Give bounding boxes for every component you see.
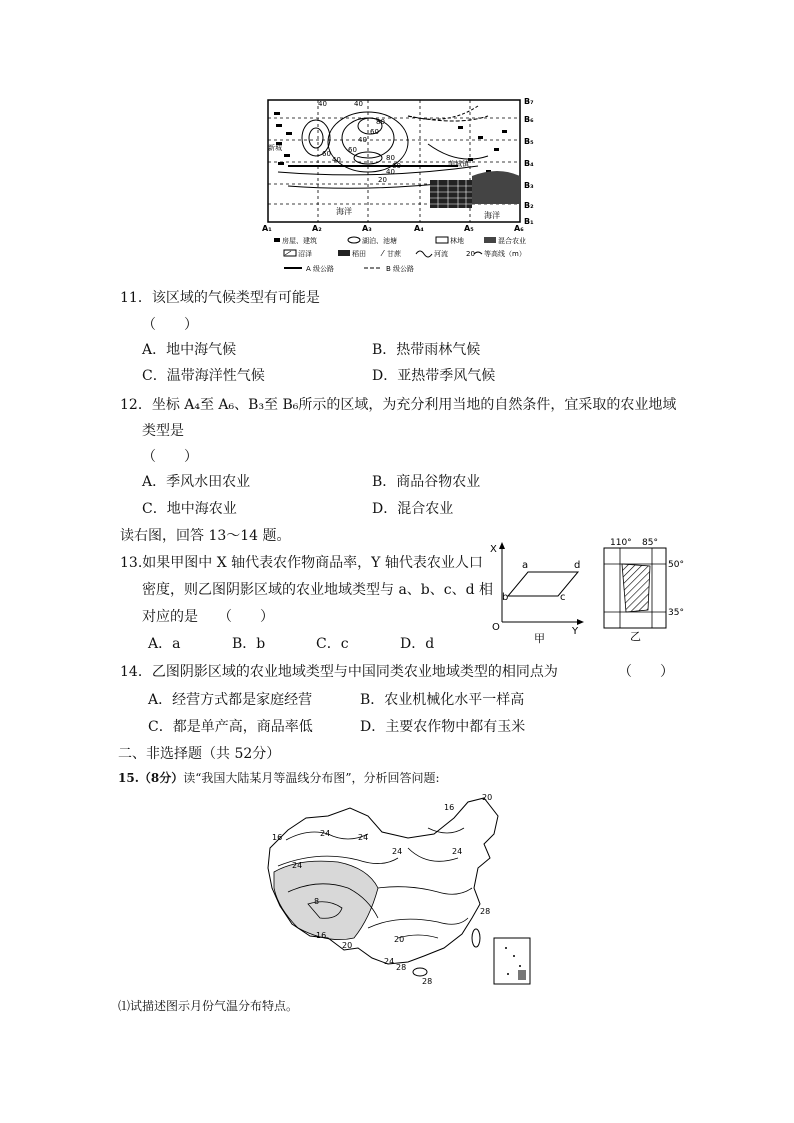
q12-option-c: C．地中海农业 xyxy=(142,501,237,517)
isotherm-label: 24 xyxy=(292,861,303,870)
grid-y-label: B₃ xyxy=(524,181,534,190)
q12-option-b: B．商品谷物农业 xyxy=(372,474,481,490)
grid-x-label: A₃ xyxy=(362,224,372,233)
grid-y-label: B₂ xyxy=(524,201,534,210)
contour-label: 20 xyxy=(378,176,387,184)
point-c: c xyxy=(560,592,566,603)
q13-intro: 读右图，回答 13～14 题。 xyxy=(120,528,291,544)
lat-label: 35° xyxy=(668,608,684,618)
q12-stem-2: 类型是 xyxy=(142,423,184,439)
legend-road-a: A 级公路 xyxy=(306,265,335,273)
q14-stem: 14．乙图阴影区域的农业地域类型与中国同类农业地域类型的相同点为 xyxy=(120,664,558,680)
isotherm-label: 24 xyxy=(452,847,463,856)
isotherm-label: 16 xyxy=(444,803,455,812)
legend-houses: 房屋、建筑 xyxy=(282,237,317,245)
q12-option-d: D．混合农业 xyxy=(372,501,454,517)
q15-stem xyxy=(118,768,440,788)
legend-contour: 等高线（m） xyxy=(484,250,526,258)
isotherm-label: 28 xyxy=(422,977,433,986)
q13-option-d: D．d xyxy=(400,636,435,652)
grid-x-label: A₁ xyxy=(262,224,272,233)
q13-option-a: A．a xyxy=(148,636,181,652)
town-label: 美城镇 xyxy=(448,160,469,168)
region-map xyxy=(258,96,546,278)
contour-label: 40 xyxy=(332,156,341,164)
isotherm-label: 24 xyxy=(320,829,331,838)
legend-swamp: 沼泽 xyxy=(298,250,312,258)
origin-label: O xyxy=(492,622,500,633)
legend-sugarcane: 甘蔗 xyxy=(387,250,401,258)
isotherm-label: 16 xyxy=(272,833,283,842)
isotherm-label: 24 xyxy=(384,957,395,966)
paddy-icon xyxy=(338,250,350,256)
q13-stem-2: 密度，则乙图阴影区域的农业地域类型与 a、b、c、d 相 xyxy=(142,582,494,598)
contour-label: 80 xyxy=(376,118,385,126)
legend-contour-value: 20 xyxy=(466,250,475,258)
q13-option-c: C．c xyxy=(316,636,349,652)
isotherm-label: 28 xyxy=(480,907,491,916)
contour-label: 60 xyxy=(348,146,357,154)
grid-y-label: B₁ xyxy=(524,217,534,226)
lon-label: 110° xyxy=(610,538,632,548)
legend-lake: 湖泊、池塘 xyxy=(362,237,397,245)
point-a: a xyxy=(522,560,529,571)
houses-icon xyxy=(274,238,280,242)
contour-label: 60 xyxy=(322,150,331,158)
q15-text: 读“我国大陆某月等温线分布图”，分析回答问题: xyxy=(183,771,440,785)
contour-label: 40 xyxy=(318,100,327,108)
contour-label: 40 xyxy=(358,136,367,144)
q14-paren: （ ） xyxy=(618,664,674,680)
axis-x-label: X xyxy=(490,544,497,555)
china-isotherm-map xyxy=(258,788,548,994)
isotherm-label: 24 xyxy=(358,833,369,842)
isotherm-label: 20 xyxy=(342,941,353,950)
isotherm-label: 8 xyxy=(314,897,320,906)
contour-label: 40 xyxy=(386,168,395,176)
q14-option-b: B．农业机械化水平一样高 xyxy=(360,692,525,708)
grid-x-label: A₄ xyxy=(414,224,424,233)
contour-label: 40 xyxy=(354,100,363,108)
isotherm-label: 20 xyxy=(394,935,405,944)
q13-option-b: B．b xyxy=(232,636,266,652)
swamp-icon xyxy=(284,250,296,256)
isotherm-label: 28 xyxy=(396,963,407,972)
mixed-farming-icon xyxy=(484,237,496,243)
q11-paren: （ ） xyxy=(142,317,198,333)
q11-option-d: D．亚热带季风气候 xyxy=(372,368,496,384)
legend-mixed: 混合农业 xyxy=(498,237,526,245)
contour-label: 60 xyxy=(370,128,379,136)
q11-option-a: A．地中海气候 xyxy=(142,342,237,358)
section-heading: 二、非选择题（共 52分） xyxy=(118,746,281,762)
q14-option-c: C．都是单产高，商品率低 xyxy=(148,719,313,735)
figure-yi xyxy=(600,536,690,644)
q15-points: （8分） xyxy=(138,771,184,785)
legend-river: 河流 xyxy=(434,250,448,258)
lon-label: 85° xyxy=(642,538,658,548)
grid-x-label: A₂ xyxy=(312,224,322,233)
q12-option-a: A．季风水田农业 xyxy=(142,474,251,490)
sea-label: 海洋 xyxy=(484,211,500,220)
q13-stem-3: 对应的是 xyxy=(142,609,198,625)
figure-caption: 甲 xyxy=(534,632,545,645)
legend-paddy: 稻田 xyxy=(352,250,366,258)
figure-jia xyxy=(488,538,598,646)
isotherm-label: 24 xyxy=(392,847,403,856)
q12-paren: （ ） xyxy=(142,449,198,465)
q11-stem: 11．该区域的气候类型有可能是 xyxy=(120,290,320,306)
point-b: b xyxy=(502,592,509,603)
q15-sub1: ⑴试描述图示月份气温分布特点。 xyxy=(118,999,299,1013)
legend-forest: 林地 xyxy=(450,237,464,245)
q15-number: 15. xyxy=(118,771,139,785)
point-d: d xyxy=(574,560,581,571)
grid-x-label: A₅ xyxy=(464,224,474,233)
lat-label: 50° xyxy=(668,560,684,570)
town-label: 新城 xyxy=(268,144,282,152)
q11-option-b: B．热带雨林气候 xyxy=(372,342,481,358)
q12-stem: 12．坐标 A₄至 A₆、B₃至 B₆所示的区域，为充分利用当地的自然条件，宜采取的农业地域 xyxy=(120,397,677,413)
legend-road-b: B 级公路 xyxy=(386,265,415,273)
q14-option-d: D．主要农作物中都有玉米 xyxy=(360,719,526,735)
forest-icon xyxy=(436,237,448,243)
lake-icon xyxy=(348,237,360,243)
isotherm-label: 16 xyxy=(316,931,327,940)
q14-option-a: A．经营方式都是家庭经营 xyxy=(148,692,313,708)
q13-stem: 13.如果甲图中 X 轴代表农作物商品率，Y 轴代表农业人口 xyxy=(120,555,483,571)
sea-label: 海洋 xyxy=(336,207,352,216)
grid-y-label: B₄ xyxy=(524,159,534,168)
sugarcane-icon: ⁄ xyxy=(382,249,384,258)
figure-caption: 乙 xyxy=(630,630,641,643)
contour-label: 60 xyxy=(392,162,401,170)
grid-y-label: B₆ xyxy=(524,115,534,124)
q13-paren: （ ） xyxy=(218,609,274,625)
river-icon xyxy=(416,251,432,257)
grid-y-label: B₇ xyxy=(524,97,534,106)
contour-label: 80 xyxy=(386,154,395,162)
grid-y-label: B₅ xyxy=(524,137,534,146)
axis-y-label: Y xyxy=(572,626,579,637)
contour-icon xyxy=(474,252,482,254)
isotherm-label: 20 xyxy=(482,793,493,802)
grid-x-label: A₆ xyxy=(514,224,524,233)
q11-option-c: C．温带海洋性气候 xyxy=(142,368,265,384)
